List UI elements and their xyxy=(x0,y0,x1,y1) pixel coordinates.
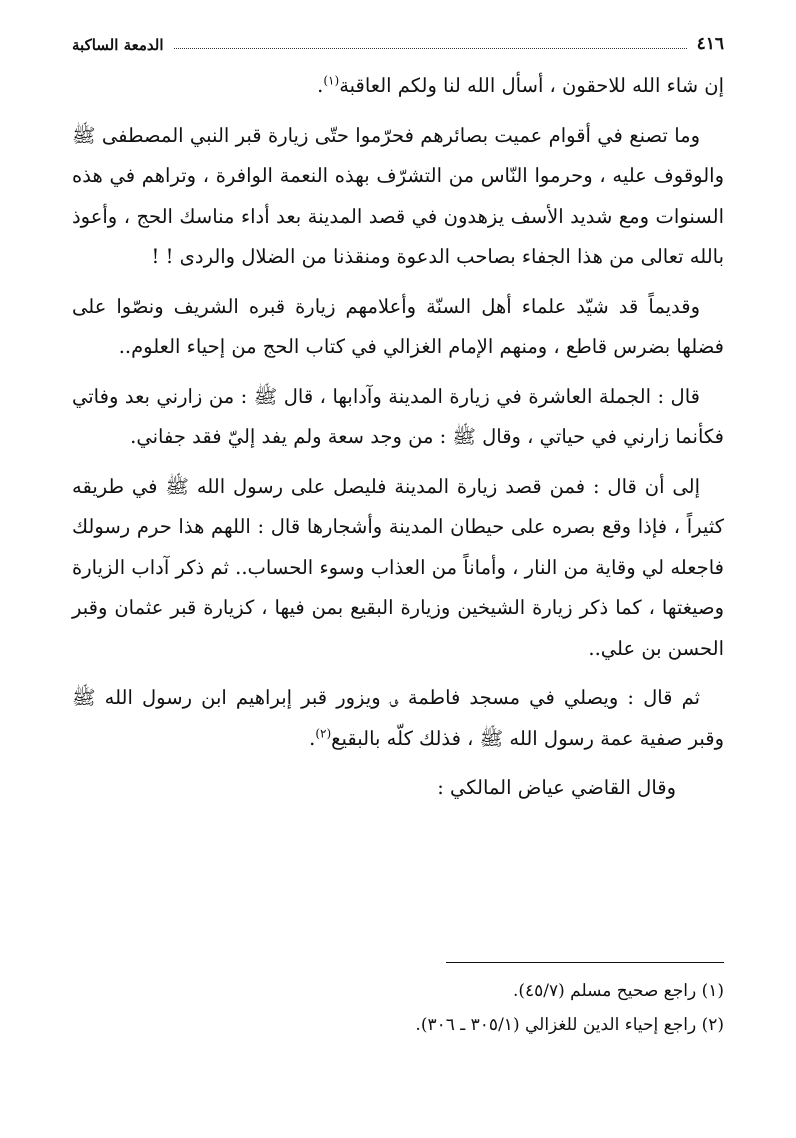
paragraph-7: وقال القاضي عياض المالكي : xyxy=(437,776,676,799)
paragraph-1: إن شاء الله للاحقون ، أسأل الله لنا ولكم العاقبة$^{(١)}$. xyxy=(317,73,724,97)
header-dotted-leader xyxy=(174,48,687,49)
running-title: الدمعة الساكبة xyxy=(72,36,164,54)
page-body xyxy=(72,66,724,818)
footnote-2: (٢) راجع إحياء الدين للغزالي (٣٠٥/١ ـ ٣٠٦). xyxy=(415,1015,724,1035)
paragraph-2: وما تصنع في أقوام عميت بصائرهم فحرّموا حتّى زيارة قبر النبي المصطفى ﷺ والوقوف عليه ، وحرموا النّاس من التشرّف بهذه النعمة الوافرة ، وتراهم في هذه السنوات ومع شديد الأسف يزهدون في قصد المدينة بعد أداء مناسك الحج ، وأعوذ بالله تعالى من هذا الجفاء بصاحب الدعوة ومنقذنا من الضلال والردى ! ! xyxy=(72,123,724,268)
paragraph-3: وقديماً قد شيّد علماء أهل السنّة وأعلامهم زيارة قبره الشريف ونصّوا على فضلها بضرس قاطع ، ومنهم الإمام الغزالي في كتاب الحج من إحياء العلوم.. xyxy=(72,294,724,358)
paragraph-4: قال : الجملة العاشرة في زيارة المدينة وآدابها ، قال ﷺ : من زارني بعد وفاتي فكأنما زارني في حياتي ، وقال ﷺ : من وجد سعة ولم يفد إليّ فقد جفاني. xyxy=(72,384,724,448)
footnote-ref-1: (١) xyxy=(323,73,340,88)
footnotes xyxy=(72,974,724,1042)
page-number: ٤١٦ xyxy=(696,34,724,54)
paragraph-5: إلى أن قال : فمن قصد زيارة المدينة فليصل على رسول الله ﷺ في طريقه كثيراً ، فإذا وقع بصره على حيطان المدينة وأشجارها قال : اللهم هذا حرم رسولك فاجعله لي وقاية من النار ، وأماناً من العذاب وسوء الحساب.. ثم ذكر آداب الزيارة وصيغتها ، كما ذكر زيارة الشيخين وزيارة البقيع بمن فيها ، كزيارة قبر عثمان وقبر الحسن بن علي.. xyxy=(72,474,724,660)
footnote-ref-2: (٢) xyxy=(315,726,332,740)
footnote-1: (١) راجع صحيح مسلم (٤٥/٧). xyxy=(512,981,724,1001)
paragraph-6: ثم قال : ويصلي في مسجد فاطمة ؈ ويزور قبر إبراهيم ابن رسول الله ﷺ وقبر صفية عمة رسول الله ﷺ ، فذلك كلّه بالبقيع$^{(٢)}$. xyxy=(72,686,724,750)
footnote-separator xyxy=(446,962,724,963)
page-header xyxy=(72,30,724,54)
